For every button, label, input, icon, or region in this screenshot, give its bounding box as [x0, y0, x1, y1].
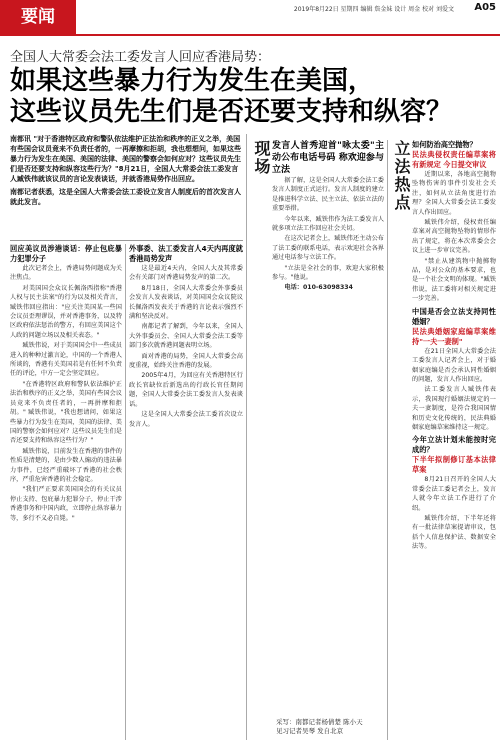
paragraph: "我们严正要求美国国会的有关议员停止支持、包庇暴力犯罪分子，停止干涉香港事务和中国内政，立即停止纵容暴力等，多行不义必自毙。": [10, 486, 122, 522]
lead-paragraph: [10, 134, 243, 207]
column-4: [412, 140, 496, 740]
paragraph: 对美国国会众议长佩洛西指称"香港人权与民主法案"的行为以及相关背言，臧铁伟回应指出："应关注美国某一些国会议员歪理谬误，并对香港事务，以及特区政府依法惩治的警方，有回应美国这个人政的问题立场以及相关表态。": [10, 284, 122, 339]
subhead: 下半年拟制修订基本法律草案: [412, 455, 496, 475]
subhead: 回应美议员涉港谈话：停止包庇暴力犯罪分子: [10, 244, 122, 263]
paragraph: 这是全国人大常委会法工委首次设立发言人。: [129, 411, 243, 428]
paragraph: 法工委发言人臧铁伟表示，我国现行婚姻法规定的一夫一妻制度，是符合我国国情和历史文化传统的，民法典婚姻家庭编草案维持这一规定。: [412, 386, 496, 431]
paragraph: 在这次记者会上，臧铁伟还主动公布了法工委的联系电话，表示欢迎社会各界通过电话参与立法工作。: [272, 235, 384, 262]
side-label-scene: 现场: [252, 140, 271, 176]
byline-location: 见习记者吴琴 发自北京: [276, 727, 344, 735]
lead-text-2: 南都记者获悉，这是全国人大常委会法工委设立发言人制度后的首次发言人就此发言。: [10, 188, 241, 206]
byline-reporters: 采写：南都记者杨倩楚 陈小天: [276, 718, 363, 726]
paragraph: 臧铁伟介绍，下半年还将有一批法律草案提请审议，包括个人信息保护法、数据安全法等。: [412, 514, 496, 551]
column-divider: [246, 134, 247, 740]
subhead: 如何防治高空抛物？: [412, 140, 477, 149]
paragraph: 8月18日，全国人大常委会外事委员会发言人发表谈话，对美国国会众议院议长佩洛西发表关于香港的言论表示强烈不满和坚决反对。: [129, 284, 243, 321]
paragraph: 2005年4月，为回应有关香港特区行政长官缺位后新选出的行政长官任期问题，全国人大常委会法工委发言人发表谈话。: [129, 372, 243, 408]
paragraph: "立法是全社会的事，欢迎大家积极参与。"他说。: [272, 264, 384, 282]
column-3: [272, 140, 384, 740]
subhead: 今年立法计划未能按时完成的？: [412, 435, 496, 455]
paragraph: 臧铁伟介绍，侵权责任编草案对高空抛物坠物的情形作出了规定，将在本次常委会会议上进一步审议完善。: [412, 219, 496, 255]
paragraph: 据了解，这是全国人大常委会法工委发言人制度正式运行。发言人制度的建立是推进科学立法、民主立法、依法立法的重要举措。: [272, 177, 384, 213]
headline-line-2: 这些议员先生们是否还要支持和纵容？: [10, 97, 453, 127]
paragraph: 臧铁伟说，目前发生在香港的事件的性质是清楚的，是由少数人煽动的违法暴力事件，已经严重破坏了香港的社会秩序，严重危害香港的社会稳定。: [10, 447, 122, 483]
subhead: 民法典侵权责任编草案将有新规定 今日提交审议: [412, 150, 496, 169]
page-header: [0, 0, 500, 36]
paragraph: 臧铁伟说，对于美国国会中一些成员进入的种种过激言论，中国的一个香港人所谈的，香港有关美国若是有任何不负责任的评论，中方一定会坚定回应。: [10, 342, 122, 378]
headline: [10, 66, 496, 128]
contact-phone: 电话：010-63098334: [284, 284, 353, 292]
byline: [276, 718, 384, 736]
column-2: [129, 244, 243, 740]
column-title: 发言人首秀迎首"咏太委"主动公布电话号码 称欢迎参与立法: [272, 141, 384, 175]
issue-meta: 2019年8月22日 星期四 编辑 詹金妹 设计 周金 校对 刘爱文: [293, 6, 454, 13]
paragraph: 在21日全国人大常委会法工委发言人记者会上，对于婚姻家庭编是否会承认同性婚姻的问题，发言人作出回应。: [412, 347, 496, 383]
paragraph: "禁止从建筑物中抛掷物品，是对公众的基本要求，也是一个社会文明的体现。"臧铁伟说，法工委将对相关规定进一步完善。: [412, 257, 496, 303]
paragraph: 今年以来，臧铁伟作为法工委发言人就多项立法工作回应社会关切。: [272, 215, 384, 233]
column-divider: [125, 244, 126, 740]
lead-text: 南都讯 "对于香港特区政府和警队依法维护正法治和秩序的正义之举，美国有些国会议员竟来不负责任者的，一再摩擦和拒胡，我也想想问，如果这些暴力行为发生在美国、美国的法律、美国的警察会如何应对？这些议员先生们是否还要支持和纵容这些行为？"8月21日，全国人大常委会法工委发言人臧铁伟就该议员的言论发表谈话，并就香港局势作出回应。: [10, 135, 241, 183]
subhead: 中国是否会立法支持同性婚姻？: [412, 306, 496, 326]
paragraph: 8月21日召开的全国人大常委会法工委记者会上，发言人就今年立法工作进行了介绍。: [412, 476, 496, 512]
kicker: 全国人大常委会法工委发言人回应香港局势：: [10, 50, 271, 65]
page-number: A05: [474, 2, 496, 13]
paragraph: 此次记者会上，香港局势问题成为关注焦点。: [10, 265, 122, 282]
paragraph: 南都记者了解到，今年以来，全国人大外事委员会、全国人大常委会法工委等部门多次就香港问题表明立场。: [129, 323, 243, 350]
subhead: 民法典婚姻家庭编草案维持"一夫一妻制": [412, 326, 496, 346]
divider: [10, 240, 243, 241]
side-label-hot: 立法热点: [392, 140, 411, 212]
paragraph: 这是最近4天内，全国人大及其常委会有关部门对香港局势发声的第二次。: [129, 265, 243, 282]
column-1: [10, 244, 122, 740]
column-divider: [387, 140, 388, 740]
section-tab: 要闻: [0, 0, 76, 34]
paragraph: 近期以来，各地高空抛物坠物伤害的事件引发社会关注，如何从立法角度进行治理？全国人大常委会法工委发言人作出回应。: [412, 171, 496, 216]
paragraph: 面对香港的局势，全国人大常委会高度重视，始终关注香港的发展。: [129, 352, 243, 370]
paragraph: "在香港特区政府和警队依法维护正法治和秩序的正义之举，美国有些国会议员竟来不负责任者的，一再拼摩和拒胡。" 臧铁伟说，"我也想请问，如果这些暴力行为发生在美国，美国的法律、美国的警察会如何应对？这些议员先生们是否还要支持和纵容这些行为？": [10, 380, 122, 445]
subhead: 外事委、法工委发言人4天内再度就香港局势发声: [129, 244, 243, 263]
headline-line-1: 如果这些暴力行为发生在美国，: [10, 66, 375, 96]
